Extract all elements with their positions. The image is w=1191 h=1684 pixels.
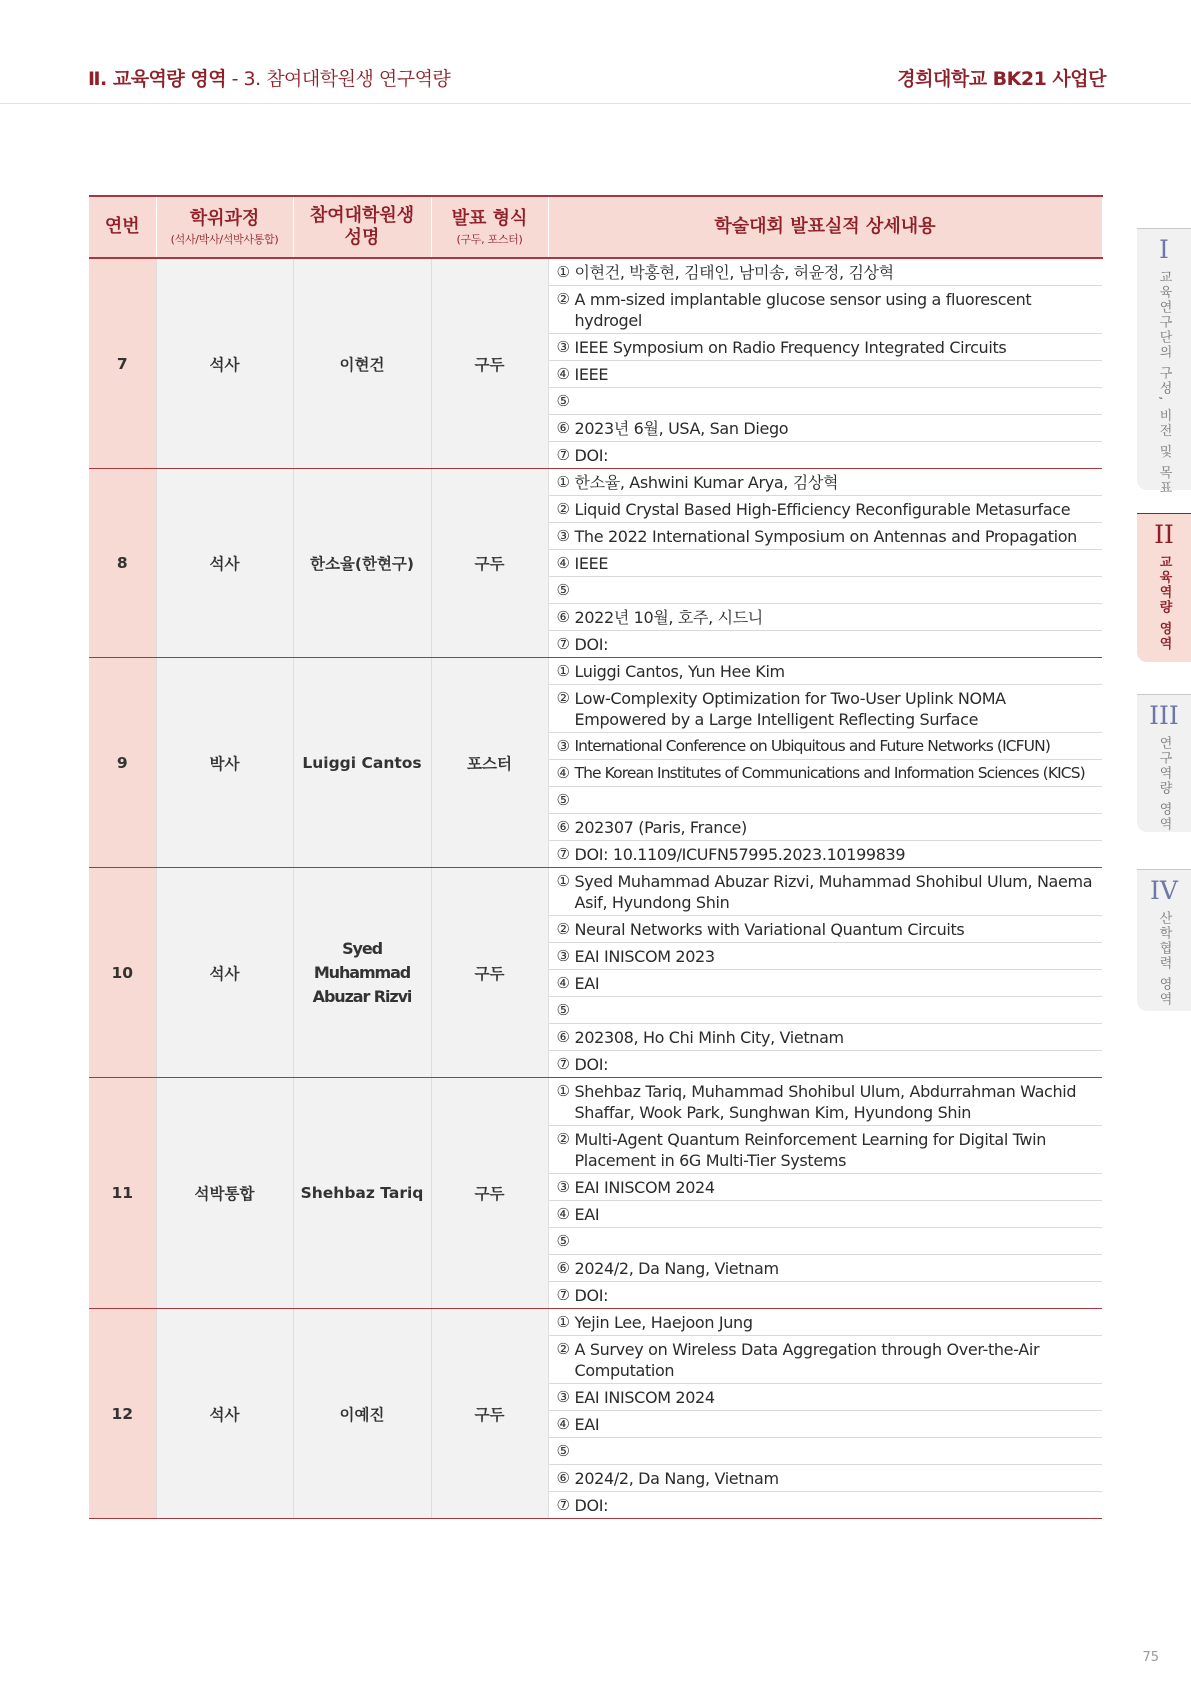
degree-type: 석사 xyxy=(156,868,293,1078)
item-number: ⑥ xyxy=(556,608,570,626)
page-number: 75 xyxy=(1142,1650,1159,1665)
item-number: ① xyxy=(556,1313,570,1331)
item-number: ⑦ xyxy=(556,845,570,863)
table-header-row xyxy=(89,196,1102,258)
table-row xyxy=(89,1078,1102,1309)
detail-line xyxy=(549,1078,1103,1126)
degree-type: 석사 xyxy=(156,1309,293,1519)
detail-line xyxy=(549,523,1103,550)
student-name: Luiggi Cantos xyxy=(293,658,431,868)
row-number: 7 xyxy=(89,258,156,469)
item-number: ③ xyxy=(556,1388,570,1406)
item-text: DOI: xyxy=(574,446,609,465)
tab-roman-numeral: IV xyxy=(1150,876,1178,905)
detail-line xyxy=(549,916,1103,943)
header-no: 연번 xyxy=(89,196,156,258)
item-text: 2023년 6월, USA, San Diego xyxy=(574,419,789,438)
detail-line xyxy=(549,760,1103,787)
row-number: 11 xyxy=(89,1078,156,1309)
item-number: ④ xyxy=(556,365,570,383)
item-number: ① xyxy=(556,263,570,281)
row-number: 8 xyxy=(89,469,156,658)
item-text: Multi-Agent Quantum Reinforcement Learning for Digital Twin Placement in 6G Multi-Tier Systems xyxy=(574,1130,1047,1170)
table-row xyxy=(89,658,1102,868)
subsection-name: - 3. 참여대학원생 연구역량 xyxy=(226,68,451,90)
side-tab-4[interactable] xyxy=(1137,869,1191,1011)
presentation-format: 구두 xyxy=(431,258,548,469)
item-number: ⑥ xyxy=(556,419,570,437)
header-format-label: 발표 형식 xyxy=(451,208,528,230)
item-text: DOI: xyxy=(574,635,609,654)
table-body xyxy=(89,258,1102,1519)
item-text: EAI xyxy=(574,974,600,993)
side-tab-2[interactable] xyxy=(1137,513,1191,662)
item-text: Liquid Crystal Based High-Efficiency Reconfigurable Metasurface xyxy=(574,500,1071,519)
item-number: ④ xyxy=(556,974,570,992)
item-text: A mm-sized implantable glucose sensor using a fluorescent hydrogel xyxy=(574,290,1032,330)
detail-line xyxy=(549,868,1103,916)
item-text: 이현건, 박홍현, 김태인, 남미송, 허윤정, 김상혁 xyxy=(574,263,894,282)
degree-type: 박사 xyxy=(156,658,293,868)
page-header xyxy=(0,0,1191,104)
header-student xyxy=(293,196,431,258)
item-number: ④ xyxy=(556,1415,570,1433)
tab-label: 교육연구단의 구성, 비전 및 목표 xyxy=(1156,270,1172,496)
detail-line xyxy=(549,1051,1103,1077)
detail-line xyxy=(549,1201,1103,1228)
degree-type: 석박통합 xyxy=(156,1078,293,1309)
detail-line xyxy=(549,286,1103,334)
item-number: ⑤ xyxy=(556,1001,570,1019)
detail-line xyxy=(549,334,1103,361)
item-number: ② xyxy=(556,500,570,518)
item-text: DOI: 10.1109/ICUFN57995.2023.10199839 xyxy=(574,845,906,864)
item-number: ⑦ xyxy=(556,446,570,464)
degree-type: 석사 xyxy=(156,469,293,658)
detail-line xyxy=(549,1336,1103,1384)
tab-roman-numeral: II xyxy=(1154,520,1174,549)
detail-line xyxy=(549,970,1103,997)
tab-roman-numeral: III xyxy=(1149,701,1179,730)
presentation-detail xyxy=(548,868,1102,1078)
item-number: ⑤ xyxy=(556,1232,570,1250)
detail-line xyxy=(549,1174,1103,1201)
item-number: ③ xyxy=(556,338,570,356)
detail-line xyxy=(549,469,1103,496)
item-number: ② xyxy=(556,920,570,938)
tab-label: 교육역량 영역 xyxy=(1156,555,1172,652)
student-name: 이예진 xyxy=(293,1309,431,1519)
item-text: EAI INISCOM 2023 xyxy=(574,947,715,966)
tab-label: 산학협력 영역 xyxy=(1156,911,1172,1008)
item-number: ④ xyxy=(556,764,570,782)
detail-line xyxy=(549,361,1103,388)
tab-label: 연구역량 영역 xyxy=(1156,736,1172,833)
header-format xyxy=(431,196,548,258)
detail-line xyxy=(549,787,1103,814)
table-row xyxy=(89,258,1102,469)
header-student-label: 참여대학원생 성명 xyxy=(309,205,415,248)
item-number: ③ xyxy=(556,527,570,545)
presentation-format: 포스터 xyxy=(431,658,548,868)
presentation-detail xyxy=(548,658,1102,868)
header-degree-label: 학위과정 xyxy=(189,208,260,230)
item-number: ⑥ xyxy=(556,1469,570,1487)
item-number: ⑥ xyxy=(556,818,570,836)
student-name: Syed Muhammad Abuzar Rizvi xyxy=(293,868,431,1078)
side-tab-3[interactable] xyxy=(1137,694,1191,832)
detail-line xyxy=(549,841,1103,867)
row-number: 12 xyxy=(89,1309,156,1519)
item-text: 한소율, Ashwini Kumar Arya, 김상혁 xyxy=(574,473,839,492)
student-name: 한소율(한현구) xyxy=(293,469,431,658)
detail-line xyxy=(549,1126,1103,1174)
item-number: ⑦ xyxy=(556,635,570,653)
detail-line xyxy=(549,1228,1103,1255)
item-number: ③ xyxy=(556,947,570,965)
section-name: Ⅱ. 교육역량 영역 xyxy=(88,68,227,90)
item-text: 2024/2, Da Nang, Vietnam xyxy=(574,1259,779,1278)
tab-roman-numeral: I xyxy=(1159,235,1169,264)
item-number: ① xyxy=(556,662,570,680)
item-number: ① xyxy=(556,473,570,491)
item-text: 2022년 10월, 호주, 시드니 xyxy=(574,608,763,627)
item-number: ⑥ xyxy=(556,1259,570,1277)
detail-line xyxy=(549,577,1103,604)
detail-line xyxy=(549,1465,1103,1492)
item-number: ③ xyxy=(556,737,570,755)
item-number: ⑤ xyxy=(556,581,570,599)
student-name: Shehbaz Tariq xyxy=(293,1078,431,1309)
item-text: Syed Muhammad Abuzar Rizvi, Muhammad Shohibul Ulum, Naema Asif, Hyundong Shin xyxy=(574,872,1093,912)
detail-line xyxy=(549,943,1103,970)
header-format-sub: (구두, 포스터) xyxy=(456,232,523,246)
table-row xyxy=(89,868,1102,1078)
presentation-detail xyxy=(548,469,1102,658)
item-text: IEEE xyxy=(574,554,609,573)
detail-line xyxy=(549,1255,1103,1282)
item-number: ⑤ xyxy=(556,1442,570,1460)
item-text: Low-Complexity Optimization for Two-User Uplink NOMA Empowered by a Large Intelligent Reflecting Surface xyxy=(574,689,1006,729)
presentation-detail xyxy=(548,1309,1102,1519)
item-text: The 2022 International Symposium on Antennas and Propagation xyxy=(574,527,1077,546)
student-name: 이현건 xyxy=(293,258,431,469)
item-text: Shehbaz Tariq, Muhammad Shohibul Ulum, Abdurrahman Wachid Shaffar, Wook Park, Sunghwan Kim, Hyundong Shin xyxy=(574,1082,1077,1122)
item-text: The Korean Institutes of Communications and Information Sciences (KICS) xyxy=(574,764,1085,782)
presentation-detail xyxy=(548,258,1102,469)
detail-line xyxy=(549,388,1103,415)
item-text: DOI: xyxy=(574,1286,609,1305)
header-detail: 학술대회 발표실적 상세내용 xyxy=(548,196,1102,258)
detail-line xyxy=(549,259,1103,286)
detail-line xyxy=(549,1282,1103,1308)
item-number: ② xyxy=(556,1130,570,1148)
item-text: 2024/2, Da Nang, Vietnam xyxy=(574,1469,779,1488)
item-number: ② xyxy=(556,1340,570,1358)
item-number: ⑦ xyxy=(556,1286,570,1304)
detail-line xyxy=(549,1438,1103,1465)
item-text: EAI xyxy=(574,1415,600,1434)
header-degree-sub: (석사/박사/석박사통합) xyxy=(170,232,279,246)
detail-line xyxy=(549,631,1103,657)
conference-results-table xyxy=(89,195,1103,1519)
item-number: ③ xyxy=(556,1178,570,1196)
item-text: International Conference on Ubiquitous and Future Networks (ICFUN) xyxy=(574,737,1050,755)
side-tab-1[interactable] xyxy=(1137,228,1191,496)
item-number: ④ xyxy=(556,1205,570,1223)
detail-line xyxy=(549,1384,1103,1411)
item-text: IEEE xyxy=(574,365,609,384)
table-row xyxy=(89,469,1102,658)
detail-line xyxy=(549,1411,1103,1438)
item-number: ⑦ xyxy=(556,1055,570,1073)
detail-line xyxy=(549,496,1103,523)
row-number: 10 xyxy=(89,868,156,1078)
row-number: 9 xyxy=(89,658,156,868)
detail-line xyxy=(549,733,1103,760)
detail-line xyxy=(549,550,1103,577)
item-number: ⑤ xyxy=(556,392,570,410)
item-number: ⑦ xyxy=(556,1496,570,1514)
item-number: ① xyxy=(556,872,570,890)
item-text: EAI xyxy=(574,1205,600,1224)
item-number: ② xyxy=(556,689,570,707)
presentation-format: 구두 xyxy=(431,868,548,1078)
presentation-format: 구두 xyxy=(431,1078,548,1309)
item-number: ① xyxy=(556,1082,570,1100)
item-text: Luiggi Cantos, Yun Hee Kim xyxy=(574,662,785,681)
item-text: Neural Networks with Variational Quantum Circuits xyxy=(574,920,965,939)
detail-line xyxy=(549,814,1103,841)
degree-type: 석사 xyxy=(156,258,293,469)
item-text: 202307 (Paris, France) xyxy=(574,818,747,837)
item-text: EAI INISCOM 2024 xyxy=(574,1178,715,1197)
detail-line xyxy=(549,1024,1103,1051)
item-number: ④ xyxy=(556,554,570,572)
detail-line xyxy=(549,1309,1103,1336)
item-number: ⑤ xyxy=(556,791,570,809)
detail-line xyxy=(549,442,1103,468)
detail-line xyxy=(549,658,1103,685)
detail-line xyxy=(549,604,1103,631)
detail-line xyxy=(549,1492,1103,1518)
item-text: EAI INISCOM 2024 xyxy=(574,1388,715,1407)
presentation-format: 구두 xyxy=(431,1309,548,1519)
organization-name: 경희대학교 BK21 사업단 xyxy=(897,68,1106,90)
item-number: ② xyxy=(556,290,570,308)
detail-line xyxy=(549,415,1103,442)
presentation-format: 구두 xyxy=(431,469,548,658)
item-number: ⑥ xyxy=(556,1028,570,1046)
item-text: DOI: xyxy=(574,1055,609,1074)
table-row xyxy=(89,1309,1102,1519)
item-text: IEEE Symposium on Radio Frequency Integrated Circuits xyxy=(574,338,1007,357)
item-text: DOI: xyxy=(574,1496,609,1515)
item-text: A Survey on Wireless Data Aggregation through Over-the-Air Computation xyxy=(574,1340,1040,1380)
item-text: 202308, Ho Chi Minh City, Vietnam xyxy=(574,1028,844,1047)
presentation-detail xyxy=(548,1078,1102,1309)
detail-line xyxy=(549,997,1103,1024)
section-title xyxy=(88,64,450,91)
header-degree xyxy=(156,196,293,258)
item-text: Yejin Lee, Haejoon Jung xyxy=(574,1313,753,1332)
detail-line xyxy=(549,685,1103,733)
